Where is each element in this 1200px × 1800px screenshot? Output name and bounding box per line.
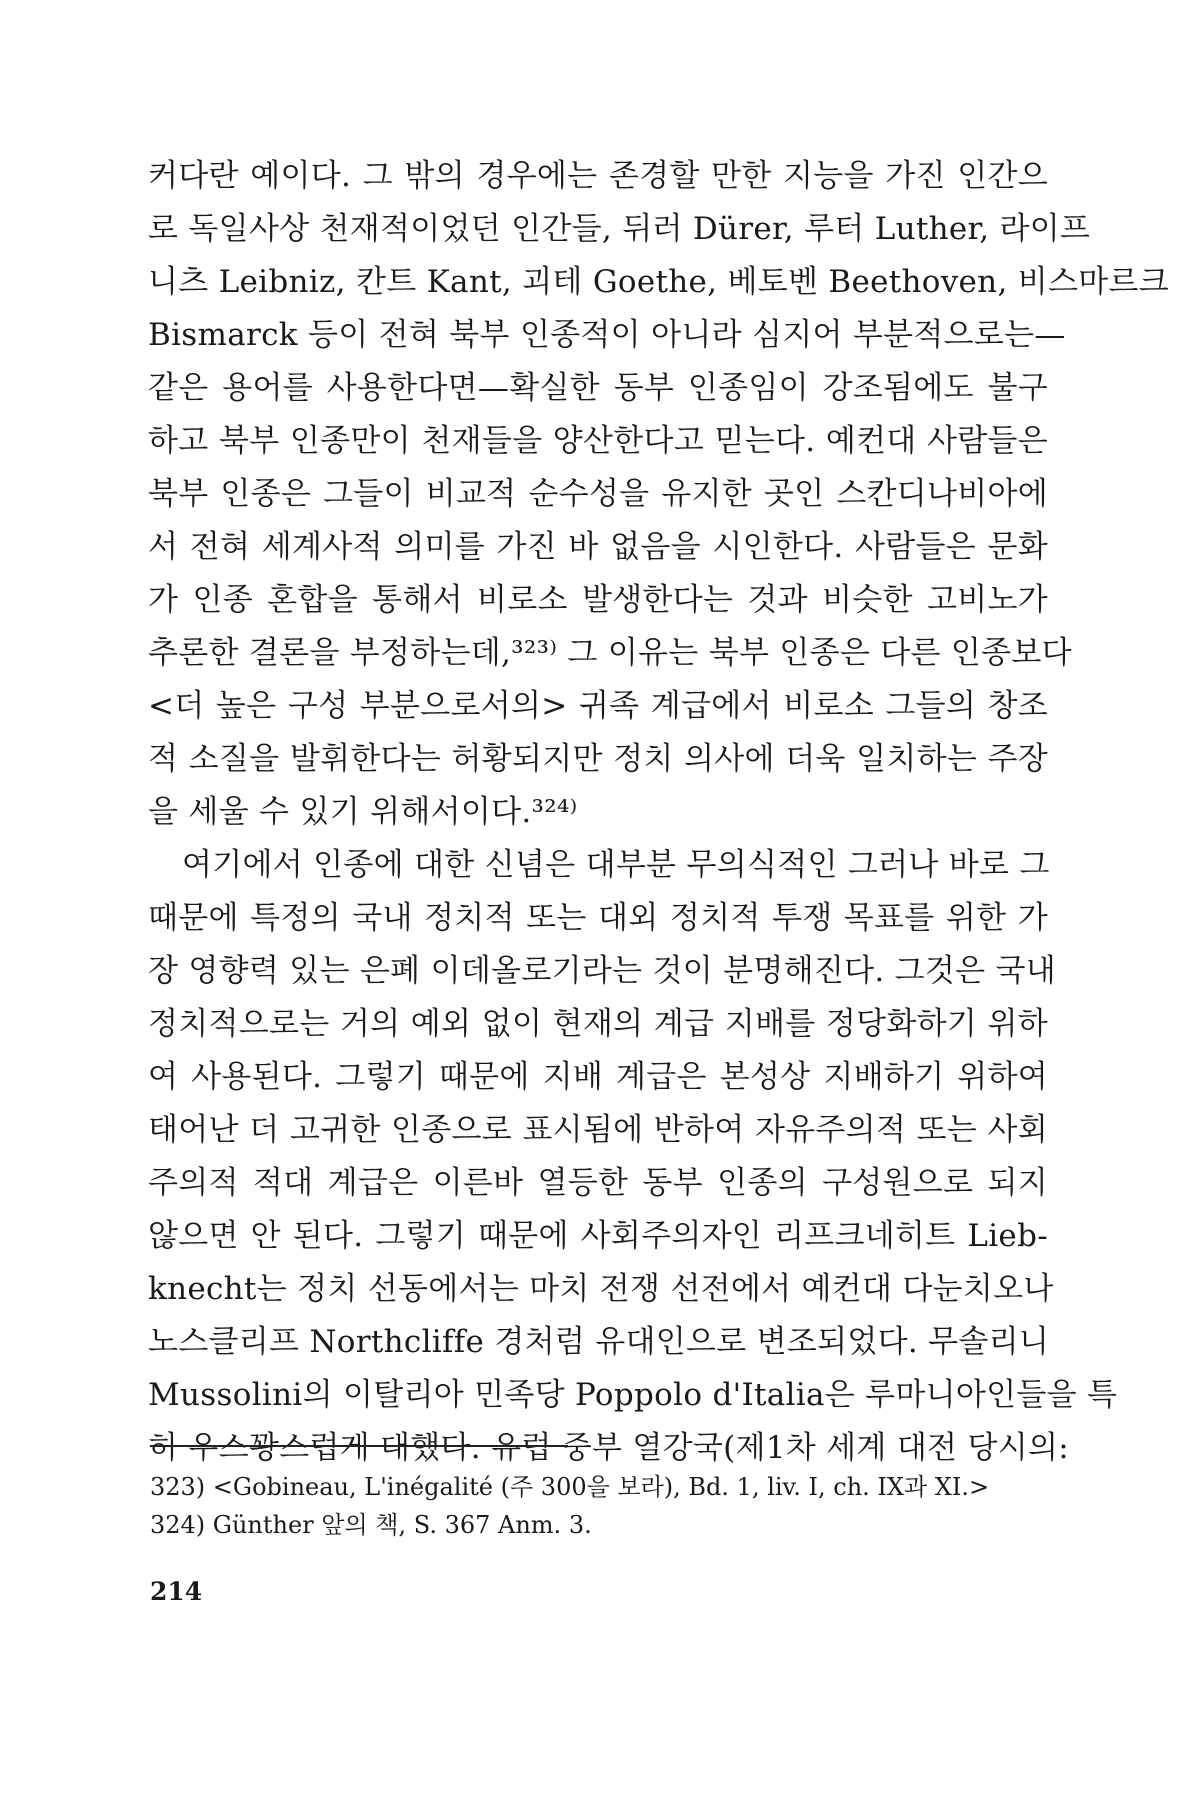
text-line: Mussolini의 이탈리아 민족당 Poppolo d'Italia은 루마니아인들을 특 <box>148 1377 1118 1413</box>
text-line: 여기에서 인종에 대한 신념은 대부분 무의식적인 그러나 바로 그 <box>182 847 1050 883</box>
footnote-separator <box>150 1445 568 1447</box>
text-line: 북부 인종은 그들이 비교적 순수성을 유지한 곳인 스칸디나비아에 <box>148 476 1048 512</box>
text-line: 커다란 예이다. 그 밖의 경우에는 존경할 만한 지능을 가진 인간으 <box>148 158 1048 194</box>
text-line: 않으면 안 된다. 그렇기 때문에 사회주의자인 리프크네히트 Lieb- <box>148 1218 1048 1254</box>
text-line: 로 독일사상 천재적이었던 인간들, 뒤러 Dürer, 루터 Luther, 라이프 <box>148 211 1091 247</box>
text-line: 정치적으로는 거의 예외 없이 현재의 계급 지배를 정당화하기 위하 <box>148 1006 1048 1042</box>
text-line: knecht는 정치 선동에서는 마치 전쟁 선전에서 예컨대 다눈치오나 <box>148 1271 1054 1307</box>
text-line: 을 세울 수 있기 위해서이다.³²⁴⁾ <box>148 794 578 830</box>
text-line: 주의적 적대 계급은 이른바 열등한 동부 인종의 구성원으로 되지 <box>148 1165 1048 1201</box>
text-line: 가 인종 혼합을 통해서 비로소 발생한다는 것과 비슷한 고비노가 <box>148 582 1048 618</box>
text-line: 니츠 Leibniz, 칸트 Kant, 괴테 Goethe, 베토벤 Beethoven, 비스마르크 <box>148 264 1169 300</box>
text-line: 하고 북부 인종만이 천재들을 양산한다고 믿는다. 예컨대 사람들은 <box>148 423 1048 459</box>
text-line: Bismarck 등이 전혀 북부 인종적이 아니라 심지어 부분적으로는— <box>148 317 1066 353</box>
text-line: 같은 용어를 사용한다면—확실한 동부 인종임이 강조됨에도 불구 <box>148 370 1048 406</box>
text-line: 히 우스꽝스럽게 대했다. 유럽 중부 열강국(제1차 세계 대전 당시의: <box>148 1430 1069 1466</box>
text-line: <더 높은 구성 부분으로서의> 귀족 계급에서 비로소 그들의 창조 <box>148 688 1048 724</box>
text-line: 서 전혀 세계사적 의미를 가진 바 없음을 시인한다. 사람들은 문화 <box>148 529 1048 565</box>
text-line: 여 사용된다. 그렇기 때문에 지배 계급은 본성상 지배하기 위하여 <box>148 1059 1048 1095</box>
footnotes <box>150 1468 1030 1544</box>
text-line: 장 영향력 있는 은폐 이데올로기라는 것이 분명해진다. 그것은 국내 <box>148 953 1057 989</box>
text-line: 태어난 더 고귀한 인종으로 표시됨에 반하여 자유주의적 또는 사회 <box>148 1112 1048 1148</box>
footnote: 324) Günther 앞의 책, S. 367 Anm. 3. <box>150 1511 592 1539</box>
page-number: 214 <box>150 1577 203 1606</box>
body-text <box>148 150 1169 1475</box>
text-line: 추론한 결론을 부정하는데,³²³⁾ 그 이유는 북부 인종은 다른 인종보다 <box>148 635 1072 671</box>
text-line: 때문에 특정의 국내 정치적 또는 대외 정치적 투쟁 목표를 위한 가 <box>148 900 1048 936</box>
footnote: 323) <Gobineau, L'inégalité (주 300을 보라), Bd. 1, liv. I, ch. IX과 XI.> <box>150 1473 990 1501</box>
text-line: 노스클리프 Northcliffe 경처럼 유대인으로 변조되었다. 무솔리니 <box>148 1324 1050 1360</box>
text-line: 적 소질을 발휘한다는 허황되지만 정치 의사에 더욱 일치하는 주장 <box>148 741 1048 777</box>
